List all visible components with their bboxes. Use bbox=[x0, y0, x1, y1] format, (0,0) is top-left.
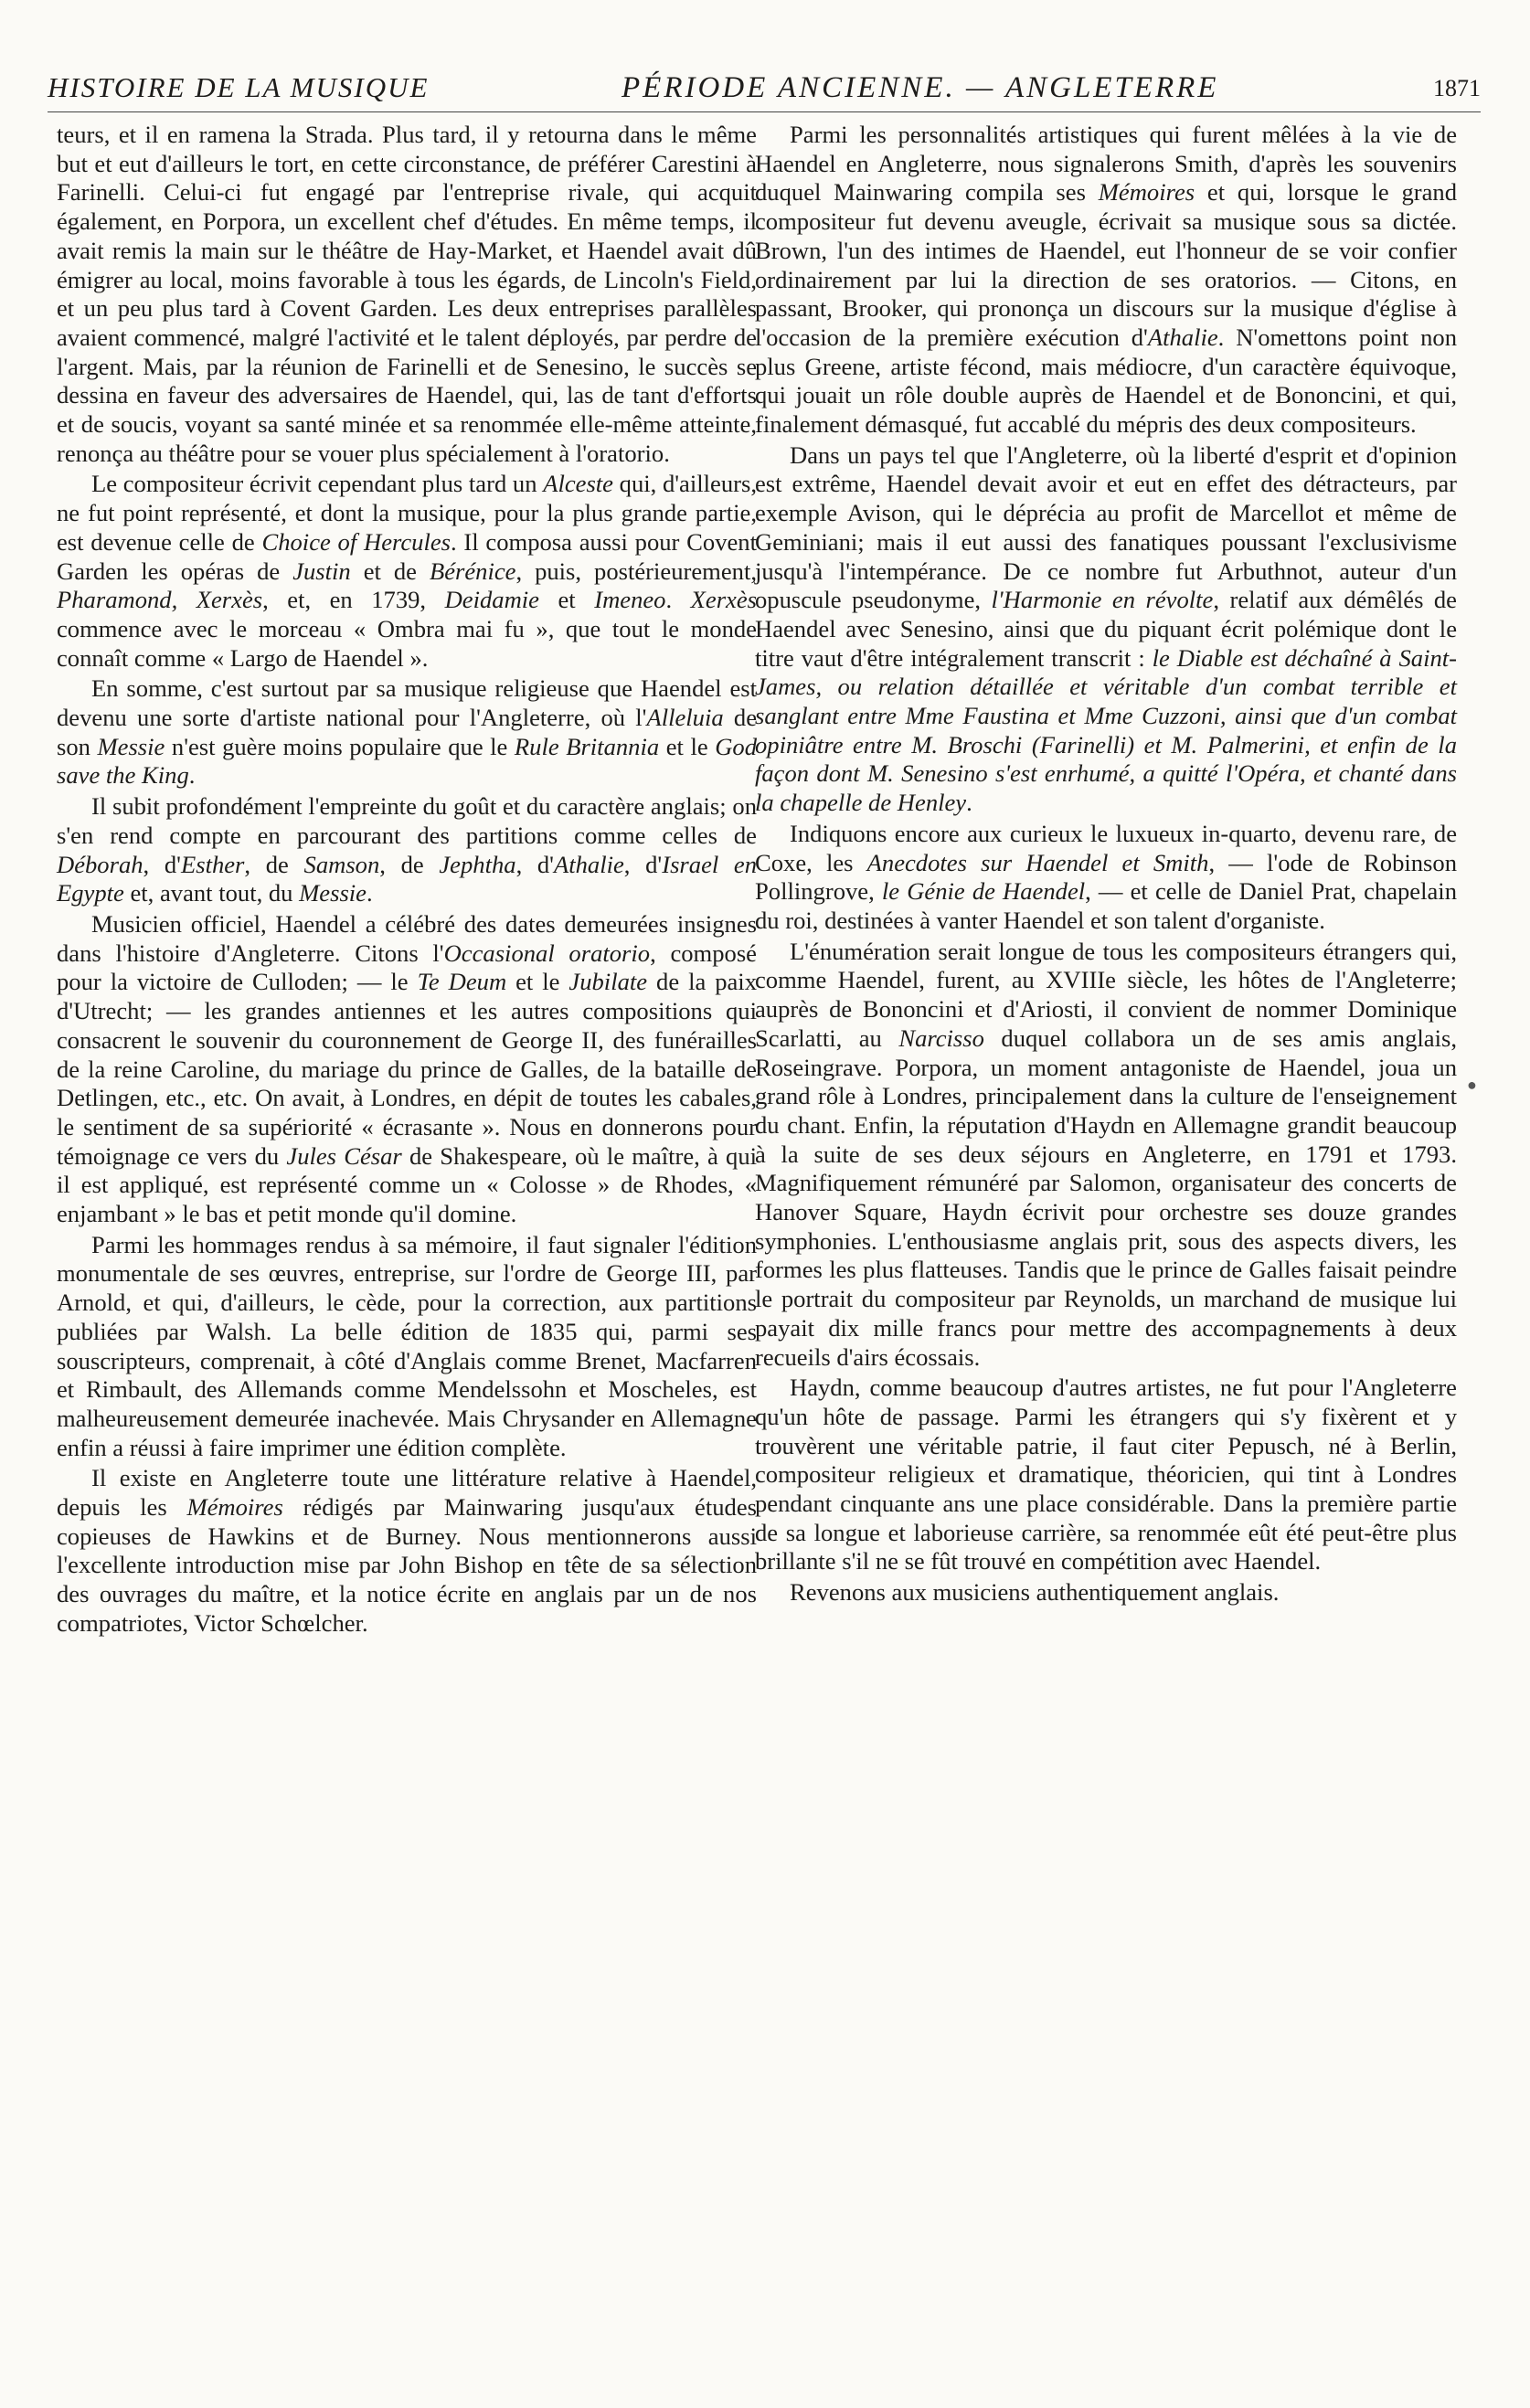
text-run: et le bbox=[506, 968, 569, 996]
text-run: . bbox=[367, 879, 373, 907]
running-header bbox=[48, 71, 1481, 112]
italic-title: Athalie bbox=[553, 850, 624, 878]
text-run: et de bbox=[350, 557, 430, 585]
text-run: , de bbox=[379, 850, 440, 878]
paragraph bbox=[755, 938, 1457, 1373]
text-run: , d' bbox=[143, 850, 181, 878]
italic-title: Bérénice bbox=[429, 557, 516, 585]
paragraph bbox=[57, 674, 757, 790]
italic-title: Anecdotes sur Haendel et Smith bbox=[866, 848, 1209, 876]
paragraph bbox=[57, 1464, 757, 1638]
left-column bbox=[57, 121, 757, 1639]
italic-title: Pharamond, Xerxès bbox=[57, 586, 263, 614]
italic-title: Choice of Hercules bbox=[261, 527, 452, 556]
text-run: , d' bbox=[623, 850, 663, 878]
paragraph bbox=[755, 820, 1457, 936]
header-book-title: HISTOIRE DE LA MUSIQUE bbox=[48, 71, 430, 103]
italic-title: Déborah bbox=[57, 850, 143, 878]
margin-dot: ● bbox=[1467, 1076, 1477, 1094]
paragraph bbox=[57, 1231, 757, 1463]
paragraph bbox=[755, 121, 1457, 440]
text-run: Le compositeur écrivit cependant plus tard un bbox=[91, 470, 544, 498]
text-run: qui, d'ailleurs, ne fut point représenté, et dont la musique, pour la plus grande partie, est devenue celle de bbox=[57, 470, 757, 556]
italic-title: Israel en Egypte bbox=[57, 850, 758, 907]
italic-title: Messie bbox=[299, 879, 367, 907]
text-run: Indiquons encore aux curieux le luxueux in-quarto, devenu rare, de Coxe, les bbox=[755, 819, 1457, 876]
italic-title: Mémoires bbox=[186, 1493, 283, 1522]
text-run: Il subit profondément l'empreinte du goût et du caractère anglais; on s'en rend compte en parcourant des partitions comme celles de bbox=[57, 792, 757, 849]
italic-title: Jules César bbox=[286, 1141, 402, 1170]
paragraph bbox=[57, 121, 757, 468]
italic-title: l'Harmonie en révolte bbox=[991, 586, 1214, 614]
italic-title: Mémoires bbox=[1098, 178, 1195, 207]
italic-title: Athalie bbox=[1147, 323, 1218, 351]
text-run: n'est guère moins populaire que le bbox=[165, 732, 515, 760]
text-run: , composé pour la victoire de Culloden; — le bbox=[57, 939, 757, 996]
text-run: Parmi les hommages rendus à sa mémoire, il faut signaler l'édition monumentale de ses œuvres, entreprise, sur l'ordre de George III, par Arnold, et qui, d'ailleurs, le cède, pour la correction, aux partitions publiées par Walsh. La belle édition de 1835 qui, parmi ses souscripteurs, comprenait, à côté d'Anglais comme Brenet, Macfarren et Rimbault, des Allemands comme Mendelssohn et Moscheles, est malheureusement demeurée inachevée. Mais Chrysander en Allemagne enfin a réussi à faire imprimer une édition complète. bbox=[57, 1230, 757, 1461]
text-run: En somme, c'est surtout par sa musique religieuse que Haendel est devenu une sorte d'artiste national pour l'Angleterre, où l' bbox=[57, 674, 757, 732]
text-run: Revenons aux musiciens authentiquement anglais. bbox=[790, 1578, 1280, 1607]
right-column bbox=[755, 121, 1457, 1607]
text-run: . bbox=[966, 789, 972, 817]
italic-title: Messie bbox=[97, 732, 165, 760]
italic-title: Samson bbox=[303, 850, 380, 878]
text-run: rédigés par Mainwaring jusqu'aux études copieuses de Hawkins et de Burney. Nous mentionnerons aussi l'excellente introduction mise par John Bishop en tête de sa sélection des ouvrages du maître, et la notice écrite en anglais par un de nos compatriotes, Victor Schœlcher. bbox=[57, 1493, 757, 1637]
text-run: Musicien officiel, Haendel a célébré des dates demeurées insignes dans l'histoire d'Angleterre. Citons l' bbox=[57, 909, 757, 967]
text-run: , — et celle de Daniel Prat, chapelain du roi, destinées à vanter Haendel et son talent d'organiste. bbox=[755, 877, 1457, 934]
paragraph bbox=[57, 910, 757, 1229]
text-run: et le bbox=[659, 732, 716, 760]
paragraph bbox=[755, 1578, 1457, 1607]
text-run: , relatif aux démêlés de Haendel avec Senesino, ainsi que du piquant écrit polémique dont le titre vaut d'être intégralement transcrit : bbox=[755, 586, 1457, 672]
italic-title: Te Deum bbox=[417, 968, 507, 996]
header-section-title: PÉRIODE ANCIENNE. — ANGLETERRE bbox=[622, 71, 1219, 104]
text-run: de Shakespeare, où le maître, à qui il est appliqué, est représenté comme un « Colosse » de Rhodes, « enjambant » le bas et petit monde qu'il domine. bbox=[57, 1141, 758, 1228]
text-run: Haydn, comme beaucoup d'autres artistes, ne fut pour l'Angleterre qu'un hôte de passage. Parmi les étrangers qui s'y fixèrent et y trouvèrent une véritable patrie, il faut citer Pepusch, né à Berlin, compositeur religieux et dramatique, théoricien, qui tint à Londres pendant cinquante ans une place considérable. Dans la première partie de sa longue et laborieuse carrière, sa renommée eût été peut-être plus brillante s'il ne se fût trouvé en compétition avec Haendel. bbox=[755, 1374, 1457, 1575]
italic-title: le Diable est déchaîné à Saint-James, ou relation détaillée et véritable d'un combat terrible et sanglant entre Mme Faustina et Mme Cuzzoni, ainsi que d'un combat opiniâtre entre M. Broschi (Farinelli) et M. Palmerini, et enfin de la façon dont M. Senesino s'est enrhumé, a quitté l'Opéra, et chanté dans la chapelle de Henley bbox=[755, 643, 1457, 817]
text-run: duquel collabora un de ses amis anglais, Roseingrave. Porpora, un moment antagoniste de Haendel, joua un grand rôle à Londres, principalement dans la culture de l'enseignement du chant. Enfin, la réputation d'Haydn en Allemagne grandit beaucoup à la suite de ses deux séjours en Angleterre, en 1791 et 1793. Magnifiquement rémunéré par Salomon, organisateur des concerts de Hanover Square, Haydn écrivit pour orchestre ses douze grandes symphonies. L'enthousiasme anglais prit, sous des aspects divers, les formes les plus flatteuses. Tandis que le prince de Galles faisait peindre le portrait du compositeur par Reynolds, un marchand de musique lui payait dix mille francs pour mettre des accompagnements à deux recueils d'airs écossais. bbox=[755, 1024, 1457, 1371]
text-run: Parmi les personnalités artistiques qui furent mêlées à la vie de Haendel en Angleterre, nous signalerons Smith, d'après les souvenirs duquel Mainwaring compila ses bbox=[755, 121, 1457, 207]
text-run: et qui, lorsque le grand compositeur fut devenu aveugle, écrivait sa musique sous sa dictée. Brown, l'un des intimes de Haendel, eut l'honneur de se voir confier ordinairement par lui la direction de ses oratorios. — Citons, en passant, Brooker, qui prononça un discours sur la musique d'église à l'occasion de la première exécution d' bbox=[755, 178, 1457, 351]
italic-title: le Génie de Haendel bbox=[881, 877, 1086, 906]
italic-title: Justin bbox=[292, 557, 351, 585]
paragraph bbox=[755, 1374, 1457, 1576]
italic-title: God save the King bbox=[57, 732, 757, 790]
paragraph bbox=[57, 470, 757, 673]
text-run: , de bbox=[244, 850, 304, 878]
text-run: , — l'ode de Robinson Pollingrove, bbox=[755, 848, 1457, 906]
text-run: . Il composa aussi pour Covent Garden les opéras de bbox=[57, 527, 757, 585]
text-run: de son bbox=[57, 704, 757, 760]
text-run: . bbox=[188, 761, 196, 790]
italic-title: Rule Britannia bbox=[514, 732, 660, 760]
paragraph bbox=[755, 441, 1457, 818]
text-run: de la paix d'Utrecht; — les grandes antiennes et les autres compositions qui consacrent le souvenir du couronnement de George II, des funérailles de la reine Caroline, du mariage du prince de Galles, de la bataille de Detlingen, etc., etc. On avait, à Londres, en dépit de toutes les cabales, le sentiment de sa supériorité « écrasante ». Nous en donnerons pour témoignage ce vers du bbox=[57, 968, 757, 1170]
text-run: . N'omettons point non plus Greene, artiste fécond, mais médiocre, d'un caractère équivoque, qui jouait un rôle double auprès de Haendel et de Bononcini, et qui, finalement démasqué, fut accablé du mépris des deux compositeurs. bbox=[755, 323, 1458, 439]
page-number: 1871 bbox=[1433, 75, 1481, 101]
text-run: , puis, postérieurement, bbox=[515, 557, 757, 585]
italic-title: Jephtha bbox=[439, 850, 516, 878]
italic-title: Deidamie bbox=[444, 586, 539, 614]
text-run: et bbox=[538, 586, 595, 614]
text-run: , et, en 1739, bbox=[262, 586, 445, 614]
text-run: teurs, et il en ramena la Strada. Plus tard, il y retourna dans le même but et eut d'ailleurs le tort, en cette circonstance, de préférer Carestini à Farinelli. Celui-ci fut engagé par l'entreprise rivale, qui acquit également, en Porpora, un excellent chef d'études. En même temps, il avait remis la main sur le théâtre de Hay-Market, et Haendel avait dû émigrer au local, moins favorable à tous les égards, de Lincoln's Field, et un peu plus tard à Covent Garden. Les deux entreprises parallèles avaient commencé, malgré l'activité et le talent déployés, par perdre de l'argent. Mais, par la réunion de Farinelli et de Senesino, le succès se dessina en faveur des adversaires de Haendel, qui, las de tant d'efforts et de soucis, voyant sa santé minée et sa renommée elle-même atteinte, renonça au théâtre pour se vouer plus spécialement à l'oratorio. bbox=[57, 121, 757, 467]
paragraph bbox=[57, 792, 757, 908]
text-run: Dans un pays tel que l'Angleterre, où la liberté d'esprit et d'opinion est extrême, Haendel devait avoir et eut en effet des détracteurs, par exemple Avison, qui le déprécia au profit de Marcellot et même de Geminiani; mais il eut aussi des fanatiques poussant l'exclusivisme jusqu'à l'intempérance. De ce nombre fut Arbuthnot, auteur d'un opuscule pseudonyme, bbox=[755, 440, 1457, 614]
italic-title: Jubilate bbox=[568, 968, 648, 996]
italic-title: Imeneo bbox=[594, 586, 666, 614]
text-run: , d' bbox=[515, 850, 554, 878]
italic-title: Narcisso bbox=[898, 1024, 984, 1052]
italic-title: Esther bbox=[180, 850, 245, 878]
text-run: commence avec le morceau « Ombra mai fu », que tout le monde connaît comme « Largo de Haendel ». bbox=[57, 614, 757, 672]
italic-title: Occasional oratorio bbox=[443, 939, 651, 967]
text-run: . bbox=[665, 586, 691, 614]
text-run: Il existe en Angleterre toute une littérature relative à Haendel, depuis les bbox=[57, 1464, 757, 1522]
italic-title: Alleluia bbox=[646, 704, 724, 732]
italic-title: Xerxès bbox=[690, 586, 758, 614]
italic-title: Alceste bbox=[543, 470, 613, 498]
text-run: L'énumération serait longue de tous les compositeurs étrangers qui, comme Haendel, furent, au XVIIIe siècle, les hôtes de l'Angleterre; auprès de Bononcini et d'Ariosti, il convient de nommer Dominique Scarlatti, au bbox=[755, 937, 1457, 1052]
text-run: et, avant tout, du bbox=[123, 879, 300, 907]
